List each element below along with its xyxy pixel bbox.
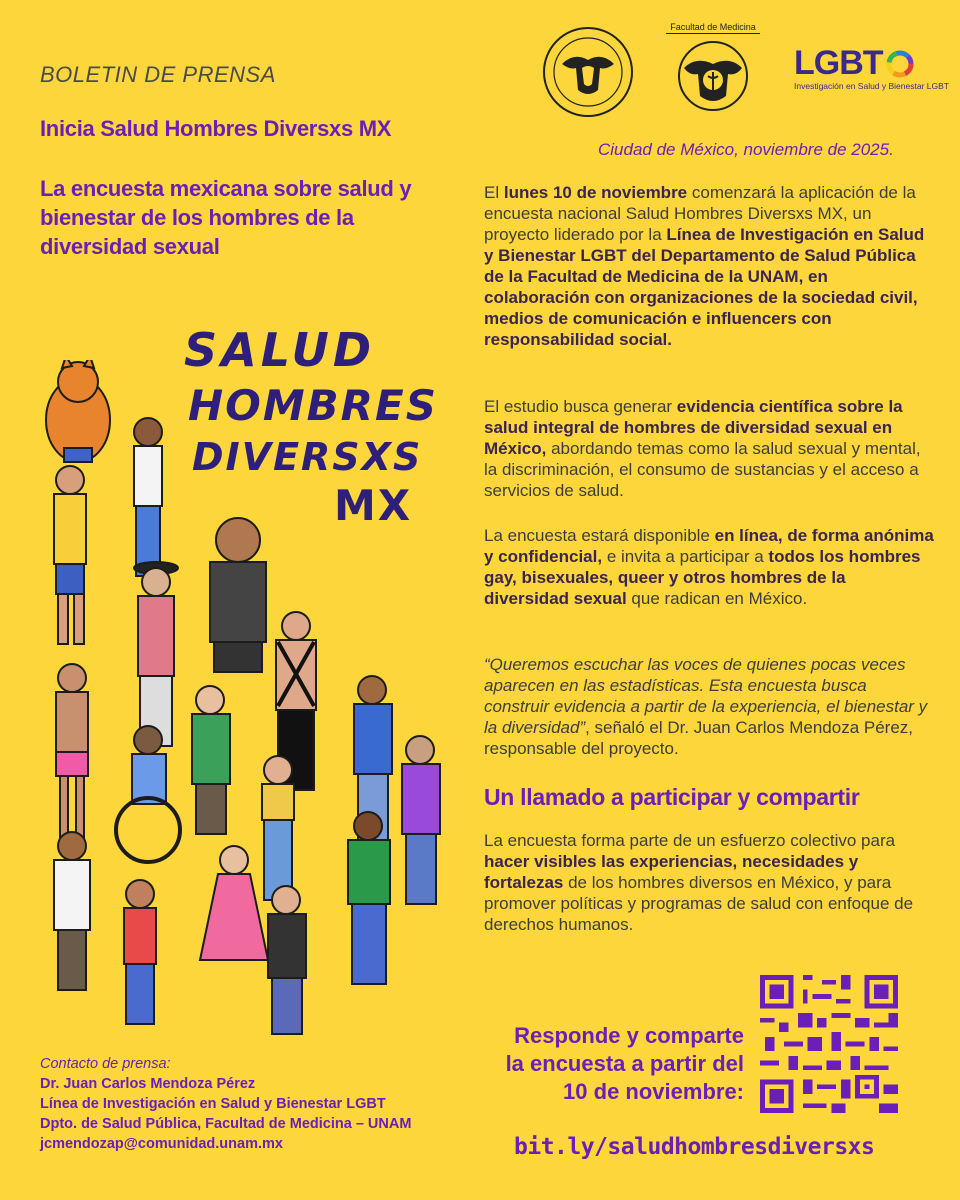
paragraph-quote xyxy=(484,654,934,759)
art-title-line4: MX xyxy=(334,481,413,530)
press-contact xyxy=(40,1054,411,1154)
rainbow-circle-icon xyxy=(885,49,915,79)
lgbt-wordmark: LGBT xyxy=(794,44,883,82)
cta-line3: 10 de noviembre: xyxy=(563,1079,744,1104)
p5-text-a: La encuesta forma parte de un esfuerzo colectivo para xyxy=(484,831,896,850)
p2-text-c: abordando temas como la salud sexual y mental, la discriminación, el consumo de sustancias y el acceso a servicios de salud. xyxy=(484,439,921,500)
p3-text-a: La encuesta estará disponible xyxy=(484,526,715,545)
p3-audience: todos los hombres gay, bisexuales, queer y otros hombres de la diversidad sexual xyxy=(484,547,921,608)
lgbt-subtitle: Investigación en Salud y Bienestar LGBT xyxy=(794,81,949,91)
art-title-line1: SALUD xyxy=(184,323,376,377)
p3-text-c: e invita a participar a xyxy=(602,547,769,566)
quote-text: “Queremos escuchar las voces de quienes pocas veces aparecen en las estadísticas. Esta encuesta busca construir evidencia a partir de la experiencia, el bienestar y la diversidad” xyxy=(484,655,928,737)
release-date: Ciudad de México, noviembre de 2025. xyxy=(598,140,894,159)
facultad-medicina-logo xyxy=(666,22,760,119)
cta-line1: Responde y comparte xyxy=(514,1023,744,1048)
p3-online: en línea, de forma anónima y confidencial, xyxy=(484,526,934,566)
release-title: Inicia Salud Hombres Diversxs MX xyxy=(40,116,392,141)
paragraph-intro xyxy=(484,182,934,350)
art-title-line2: HOMBRES xyxy=(188,381,438,430)
contact-name: Dr. Juan Carlos Mendoza Pérez xyxy=(40,1076,256,1092)
cta-text xyxy=(498,1022,744,1106)
paragraph-collective xyxy=(484,830,934,935)
diverse-men-illustration xyxy=(28,360,458,1055)
release-subtitle: La encuesta mexicana sobre salud y bienestar de los hombres de la diversidad sexual xyxy=(40,176,412,259)
p2-evidence: evidencia científica sobre la salud integral de hombres de diversidad sexual en México, xyxy=(484,397,903,458)
quote-attribution: , señaló el Dr. Juan Carlos Mendoza Pérez, responsable del proyecto. xyxy=(484,718,913,758)
p5-text-c: de los hombres diversos en México, y para promover políticas y programas de salud con enfoque de derechos humanos. xyxy=(484,873,914,934)
p1-organization: Línea de Investigación en Salud y Bienestar LGBT del Departamento de Salud Pública de la Facultad de Medicina de la UNAM, en colaboración con organizaciones de la sociedad civil, medios de comunicación e influencers con responsabilidad social. xyxy=(484,225,925,349)
p2-text-a: El estudio busca generar xyxy=(484,397,677,416)
p5-visibility: hacer visibles las experiencias, necesidades y fortalezas xyxy=(484,852,859,892)
survey-link[interactable]: bit.ly/saludhombresdiversxs xyxy=(514,1134,875,1160)
unam-seal-logo xyxy=(540,24,636,125)
paragraph-study xyxy=(484,396,934,501)
contact-research-line: Línea de Investigación en Salud y Bienestar LGBT xyxy=(40,1096,386,1112)
art-title-line3: DIVERSXS xyxy=(192,435,423,479)
contact-department: Dpto. de Salud Pública, Facultad de Medicina – UNAM xyxy=(40,1116,412,1132)
p1-text-c: comenzará la aplicación de la encuesta nacional Salud Hombres Diversxs MX, un proyecto liderado por la xyxy=(484,183,916,244)
p1-text-a: El xyxy=(484,183,504,202)
section-heading: Un llamado a participar y compartir xyxy=(484,784,860,810)
paragraph-availability xyxy=(484,525,934,609)
press-release-label: BOLETIN DE PRENSA xyxy=(40,62,276,87)
facultad-label: Facultad de Medicina xyxy=(666,22,760,34)
contact-label: Contacto de prensa: xyxy=(40,1056,171,1072)
cta-line2: la encuesta a partir del xyxy=(505,1051,744,1076)
p3-text-e: que radican en México. xyxy=(626,589,808,608)
p1-start-date: lunes 10 de noviembre xyxy=(503,183,688,202)
contact-email[interactable]: jcmendozap@comunidad.unam.mx xyxy=(40,1136,283,1152)
survey-qr-code[interactable] xyxy=(760,975,898,1118)
lgbt-research-logo xyxy=(794,44,949,91)
